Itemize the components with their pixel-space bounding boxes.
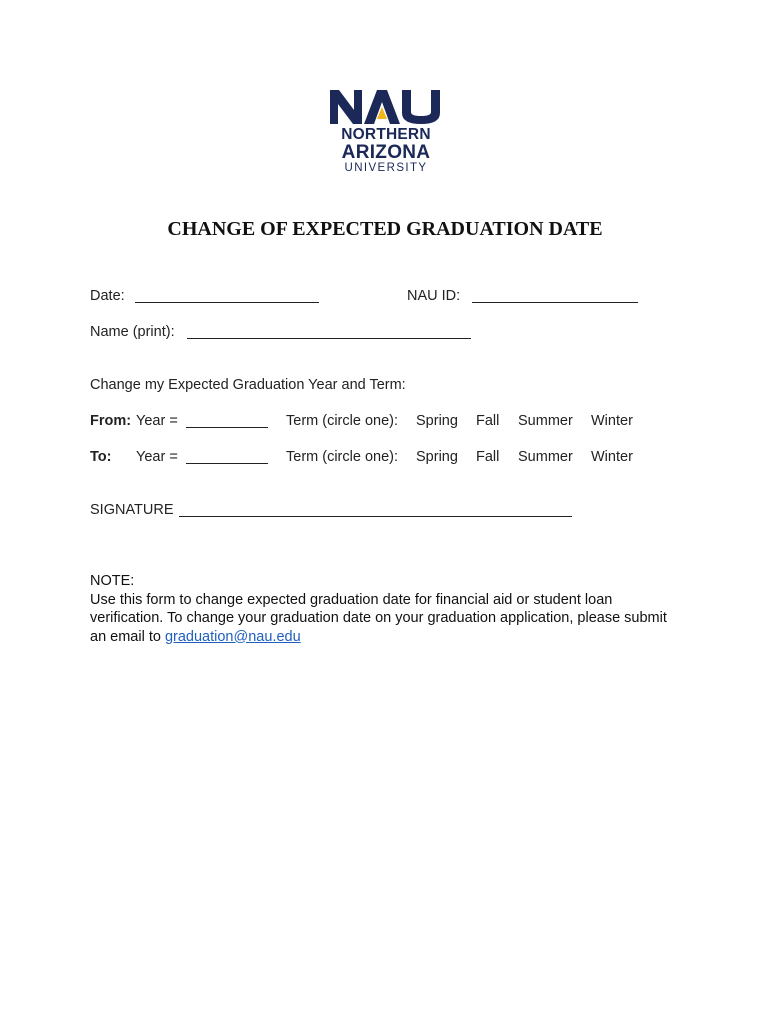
change-heading: Change my Expected Graduation Year and Term: — [90, 377, 406, 393]
nau-id-field[interactable] — [472, 302, 638, 303]
to-term-spring[interactable]: Spring — [416, 449, 458, 465]
to-term-label: Term (circle one): — [286, 449, 398, 465]
from-term-fall[interactable]: Fall — [476, 413, 500, 429]
to-term-winter[interactable]: Winter — [591, 449, 633, 465]
to-year-field[interactable] — [186, 463, 268, 464]
note-heading: NOTE: — [90, 573, 135, 589]
from-year-label: Year = — [136, 413, 178, 429]
signature-field[interactable] — [179, 516, 572, 517]
name-label: Name (print): — [90, 324, 175, 340]
note-block — [90, 572, 670, 646]
note-text: Use this form to change expected graduation date for financial aid or student loan verification. To change your graduation date on your graduation application, please submit an email to — [90, 591, 667, 645]
date-field[interactable] — [135, 302, 319, 303]
date-label: Date: — [90, 288, 125, 304]
form-title: CHANGE OF EXPECTED GRADUATION DATE — [167, 218, 603, 240]
nau-logo — [328, 90, 444, 176]
nau-wordmark-icon — [330, 90, 442, 124]
nau-id-label: NAU ID: — [407, 288, 461, 304]
from-term-label: Term (circle one): — [286, 413, 398, 429]
from-term-summer[interactable]: Summer — [518, 413, 573, 429]
from-label: From: — [90, 413, 132, 429]
logo-university: UNIVERSITY — [344, 162, 428, 174]
name-field[interactable] — [187, 338, 471, 339]
from-term-winter[interactable]: Winter — [591, 413, 633, 429]
to-term-summer[interactable]: Summer — [518, 449, 573, 465]
from-term-spring[interactable]: Spring — [416, 413, 458, 429]
from-year-field[interactable] — [186, 427, 268, 428]
logo-northern: NORTHERN — [341, 126, 431, 143]
to-term-fall[interactable]: Fall — [476, 449, 500, 465]
to-label: To: — [90, 449, 112, 465]
logo-arizona: ARIZONA — [341, 142, 431, 163]
to-year-label: Year = — [136, 449, 178, 465]
signature-label: SIGNATURE — [90, 502, 174, 518]
graduation-email-link[interactable]: graduation@nau.edu — [164, 628, 301, 645]
